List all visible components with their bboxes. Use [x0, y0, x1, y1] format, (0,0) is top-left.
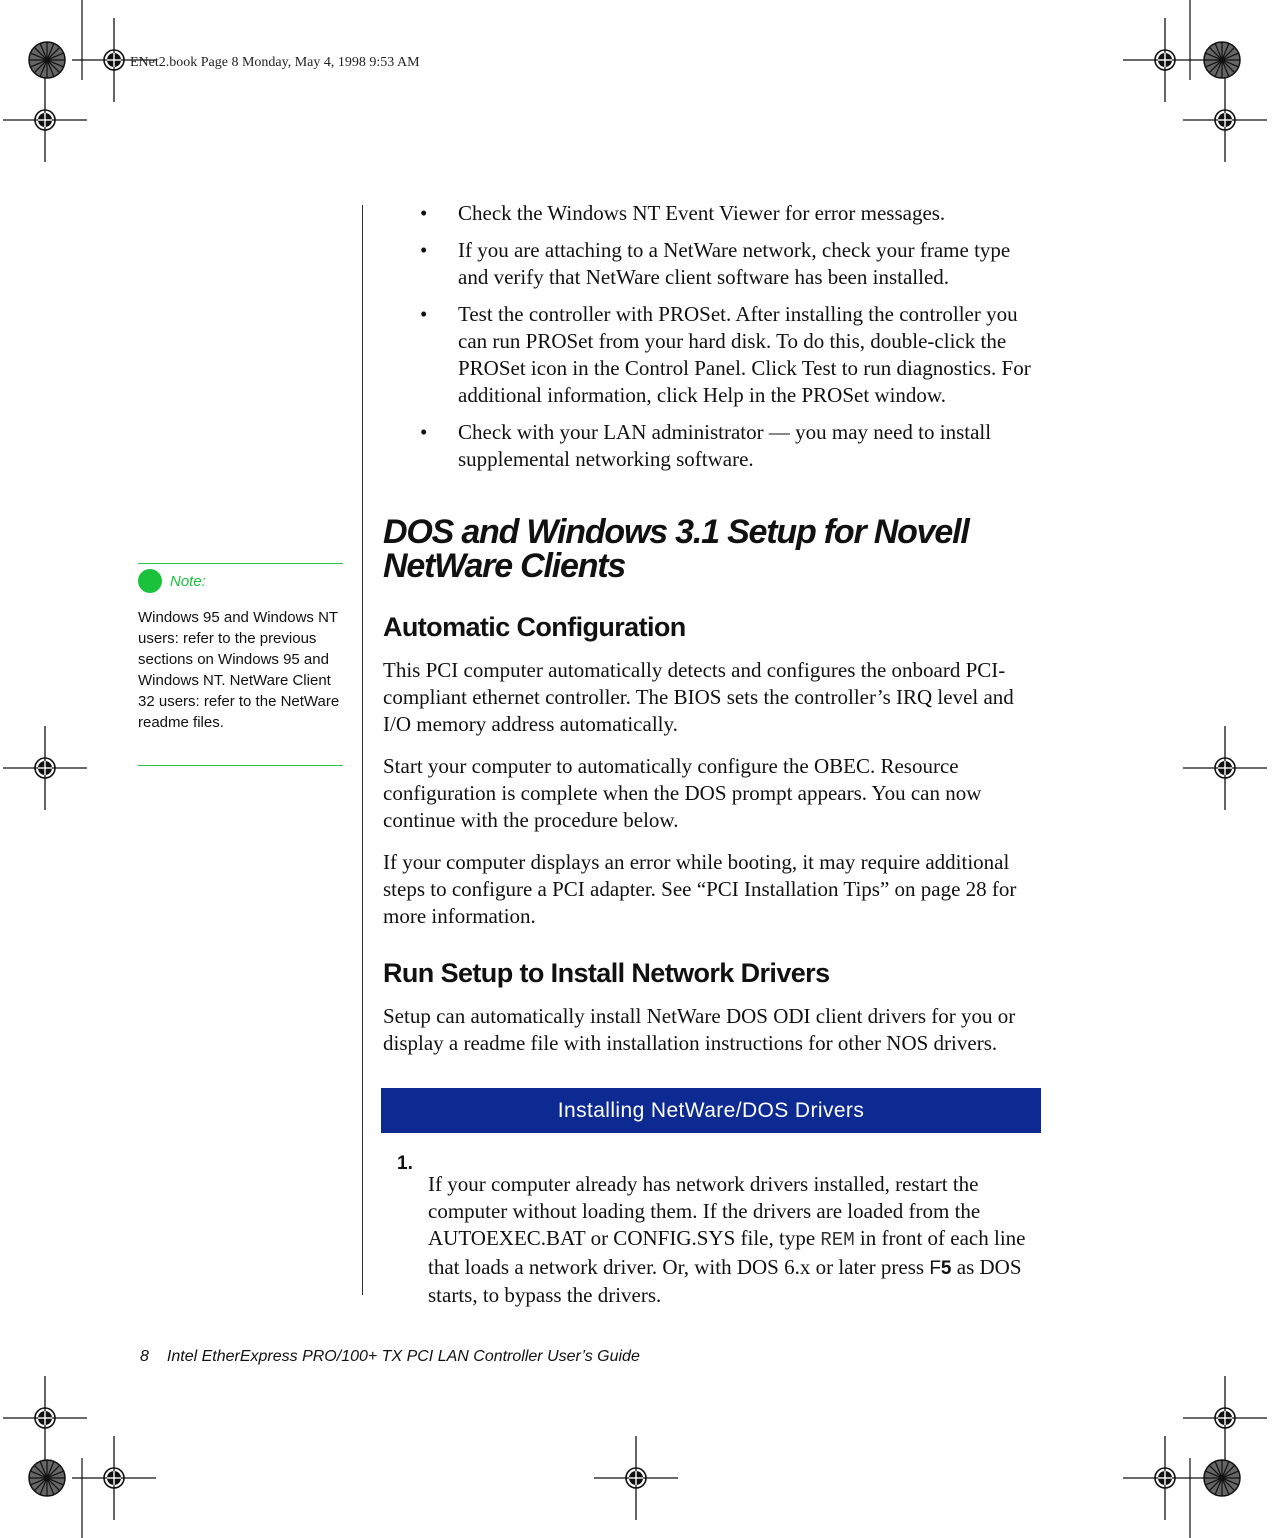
list-item: • Check with your LAN administrator — you may need to install supplemental networking software.	[420, 420, 992, 471]
page-footer	[140, 1348, 640, 1366]
procedure-banner	[381, 1088, 1041, 1133]
f5-key: F5	[929, 1258, 952, 1279]
list-item: • Test the controller with PROSet. After installing the controller you can run PROSet from your hard disk. To do this, double-click the PROSet icon in the Control Panel. Click Test to run diagnostics. For additional information, click Help in the PROSet window.	[420, 302, 1031, 407]
bullet-glyph: •	[420, 238, 428, 262]
footer-title: Intel EtherExpress PRO/100+ TX PCI LAN Controller User’s Guide	[166, 1348, 640, 1365]
troubleshooting-bullets	[383, 200, 1043, 483]
paragraph-auto-2: Start your computer to automatically configure the OBEC. Resource configuration is complete when the DOS prompt appears. You can now continue with the procedure below.	[383, 754, 982, 832]
bullet-list	[383, 200, 1043, 473]
bullet-glyph: •	[420, 302, 428, 326]
bullet-glyph: •	[420, 420, 428, 444]
paragraph-auto-1: This PCI computer automatically detects and configures the onboard PCI-compliant ethernet controller. The BIOS sets the controller’s IRQ level and I/O memory address automatically.	[383, 658, 1014, 736]
margin-note	[138, 563, 343, 733]
list-item: • Check the Windows NT Event Viewer for error messages.	[420, 201, 946, 225]
heading-automatic-configuration: Automatic Configuration	[383, 612, 686, 642]
note-text: Windows 95 and Windows NT users: refer to the previous sections on Windows 95 and Windows NT. NetWare Client 32 users: refer to the NetWare readme files.	[138, 609, 340, 731]
note-header	[138, 569, 343, 593]
heading-run-setup: Run Setup to Install Network Drivers	[383, 958, 830, 988]
section-title: DOS and Windows 3.1 Setup for Novell NetWare Clients	[383, 513, 969, 585]
list-item: • If you are attaching to a NetWare network, check your frame type and verify that NetWare client software has been installed.	[420, 238, 1011, 289]
column-divider	[362, 205, 363, 1295]
book-page-stamp: ENet2.book Page 8 Monday, May 4, 1998 9:53 AM	[130, 55, 420, 70]
step-text: If your computer already has network drivers installed, restart the computer without loading them. If the drivers are loaded from the AUTOEXEC.BAT or CONFIG.SYS file, type REM in front of each line that loads a network driver. Or, with DOS 6.x or later press F5 as DOS starts, to bypass the drivers.	[428, 1172, 1026, 1307]
bullet-glyph: •	[420, 201, 428, 225]
note-bottom-rule	[138, 765, 343, 766]
paragraph-auto-3: If your computer displays an error while booting, it may require additional steps to configure a PCI adapter. See “PCI Installation Tips” on page 28 for more information.	[383, 850, 1017, 928]
page-number: 8	[140, 1348, 149, 1365]
note-label: Note:	[170, 572, 206, 590]
rem-command: REM	[820, 1229, 855, 1251]
paragraph-run-setup: Setup can automatically install NetWare DOS ODI client drivers for you or display a readme file with installation instructions for other NOS drivers.	[383, 1004, 1016, 1055]
banner-title: Installing NetWare/DOS Drivers	[557, 1098, 865, 1122]
step-1	[383, 1150, 1043, 1330]
note-top-rule	[138, 563, 343, 564]
step-number: 1.	[397, 1153, 413, 1174]
note-circle-icon	[138, 569, 162, 593]
